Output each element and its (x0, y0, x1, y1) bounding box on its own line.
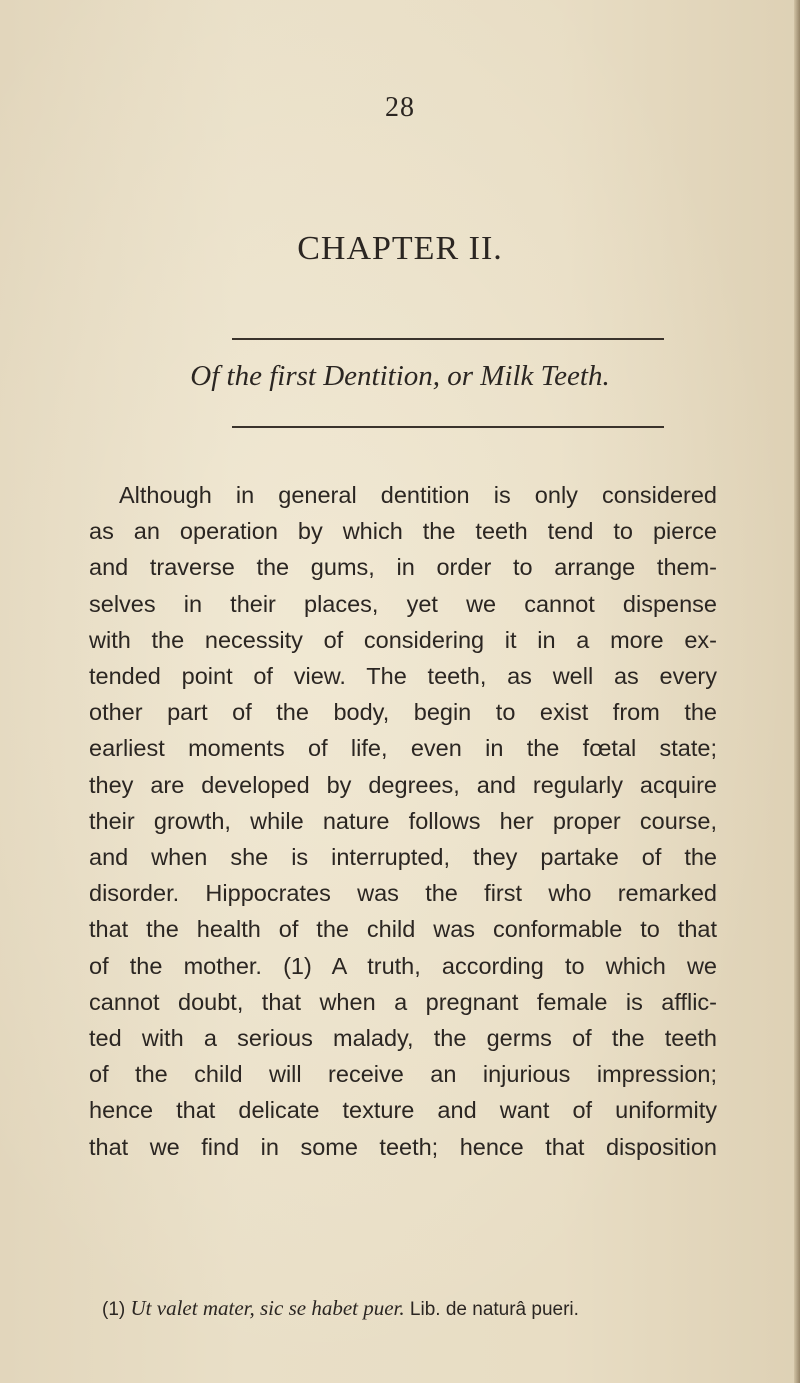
text-line: ted with a serious malady, the germs of the teeth (89, 1025, 717, 1052)
bottom-rule (232, 426, 664, 428)
page-number: 28 (385, 92, 415, 123)
text-line: as an operation by which the teeth tend to pierce (89, 518, 717, 545)
text-line: with the necessity of considering it in a more ex- (89, 626, 717, 653)
chapter-title: CHAPTER II. (297, 230, 503, 267)
footnote-quote: Ut valet mater, sic se habet puer. (130, 1296, 405, 1320)
text-line: of the child will receive an injurious impression; (89, 1061, 717, 1088)
text-line: that we find in some teeth; hence that disposition (89, 1133, 717, 1160)
top-rule (232, 338, 664, 340)
body-paragraph (89, 477, 717, 1165)
text-line: earliest moments of life, even in the fœtal state; (89, 735, 717, 762)
footnote-marker: (1) (102, 1299, 126, 1320)
text-line: of the mother. (1) A truth, according to which we (89, 952, 717, 979)
text-line: selves in their places, yet we cannot dispense (89, 590, 717, 617)
footnote (102, 1296, 742, 1321)
text-line: hence that delicate texture and want of uniformity (89, 1097, 717, 1124)
text-line: cannot doubt, that when a pregnant female is afflic- (89, 988, 717, 1015)
text-line: and traverse the gums, in order to arrange them- (89, 554, 717, 581)
text-line: their growth, while nature follows her proper course, (89, 807, 717, 834)
chapter-subtitle: Of the first Dentition, or Milk Teeth. (190, 360, 610, 392)
text-line: they are developed by degrees, and regularly acquire (89, 771, 717, 798)
page-edge (794, 0, 800, 1383)
text-line: and when she is interrupted, they partake of the (89, 844, 717, 871)
footnote-source: Lib. de naturâ pueri. (409, 1299, 579, 1320)
text-line: disorder. Hippocrates was the first who remarked (89, 880, 717, 907)
text-line: Although in general dentition is only considered (119, 482, 717, 508)
text-line: tended point of view. The teeth, as well as every (89, 663, 717, 690)
text-line: that the health of the child was conformable to that (89, 916, 717, 943)
text-line: other part of the body, begin to exist from the (89, 699, 717, 726)
